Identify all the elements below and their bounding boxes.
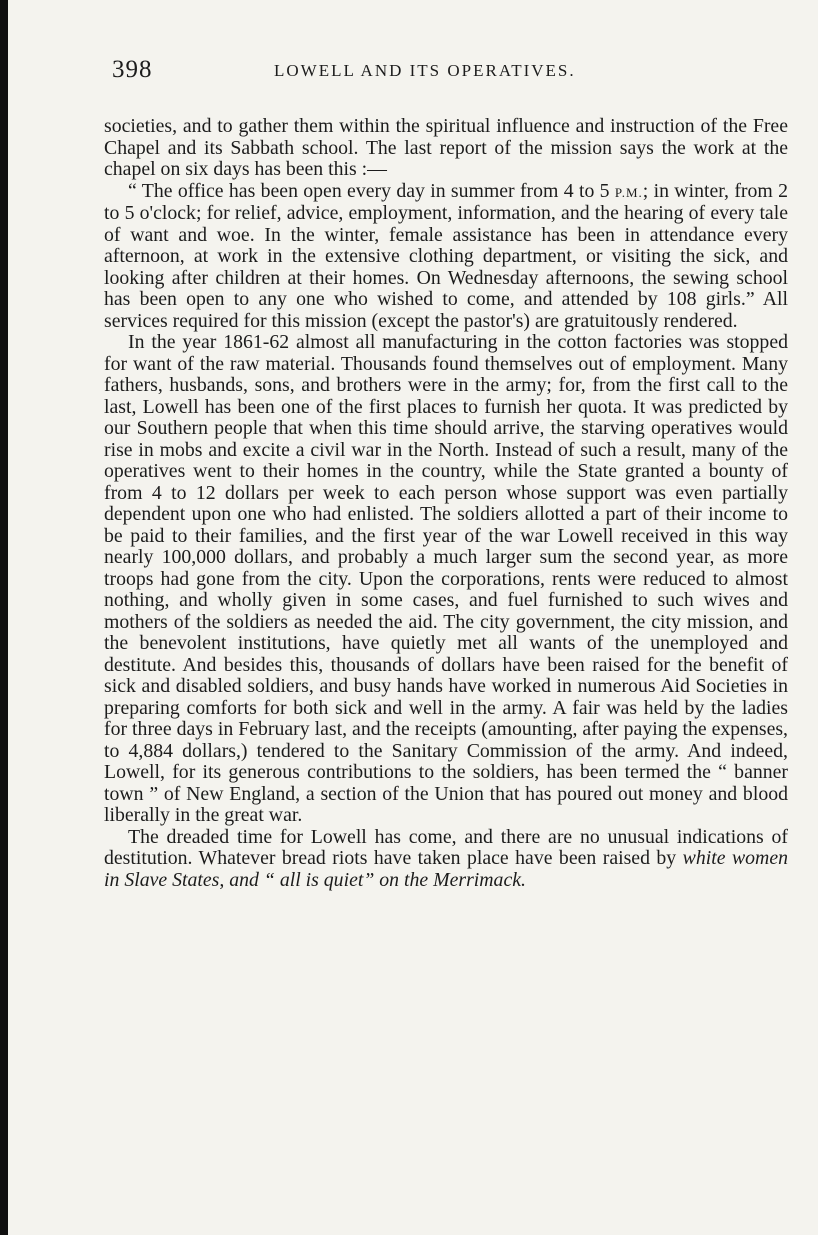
quotation-start: “ The office has been open every day in summer from 4 to 5 xyxy=(128,179,610,202)
paragraph-quotation xyxy=(104,181,788,333)
paragraph-closing xyxy=(104,827,788,892)
paragraph-war-years: In the year 1861-62 almost all manufacturing in the cotton factories was stopped for want of the raw material. Thousands found themselves out of employment. Many fathers, husbands, sons, and brothers were in the army; for, from the first call to the last, Lowell has been one of the first places to furnish her quota. It was predicted by our Southern people that when this time should arrive, the starving operatives would rise in mobs and excite a civil war in the North. Instead of such a result, many of the operatives went to their homes in the country, while the State granted a bounty of from 4 to 12 dollars per week to each person whose support was even partially dependent upon one who had enlisted. The soldiers allotted a part of their income to be paid to their families, and the first year of the war Lowell received in this way nearly 100,000 dollars, and probably a much larger sum the second year, as more troops had gone from the city. Upon the corporations, rents were reduced to almost nothing, and wholly given in some cases, and fuel furnished to such wives and mothers of the soldiers as needed the aid. The city government, the city mission, and the benevolent institutions, have quietly met all wants of the unemployed and destitute. And besides this, thousands of dollars have been raised for the benefit of sick and disabled soldiers, and busy hands have worked in numerous Aid Societies in preparing comforts for both sick and well in the army. A fair was held by the ladies for three days in February last, and the receipts (amounting, after paying the expenses, to 4,884 dollars,) tendered to the Sanitary Commission of the army. And indeed, Lowell, for its generous contributions to the soldiers, has been termed the “ banner town ” of New England, a section of the Union that has poured out money and blood liberally in the great war. xyxy=(104,331,788,826)
body-text xyxy=(104,116,788,891)
closing-text: The dreaded time for Lowell has come, and there are no unusual indications of destitution. Whatever bread riots have taken place have been raised by xyxy=(104,825,788,869)
closing-italic: white women in Slave States, and “ all is quiet” on the Merrimack. xyxy=(104,847,789,891)
quotation-rest: ; in winter, from 2 to 5 o'clock; for relief, advice, employment, information, and the hearing of every tale of want and woe. In the winter, female assistance has been in attendance every afternoon, at work in the extensive clothing department, or visiting the sick, and looking after children at their homes. On Wednesday afternoons, the sewing school has been open to any one who wished to come, and attended by 108 girls.” All services required for this mission (except the pastor's) are gratuitously rendered. xyxy=(104,179,788,332)
running-title: LOWELL AND ITS OPERATIVES. xyxy=(274,61,576,80)
scan-edge xyxy=(0,0,8,1235)
book-page xyxy=(104,56,788,891)
page-number: 398 xyxy=(112,56,153,83)
paragraph-continued: societies, and to gather them within the spiritual influence and instruction of the Free Chapel and its Sabbath school. The last report of the mission says the work at the chapel on six days has been this :— xyxy=(104,115,788,180)
time-abbreviation: P.M. xyxy=(614,184,643,200)
running-head xyxy=(104,56,788,92)
